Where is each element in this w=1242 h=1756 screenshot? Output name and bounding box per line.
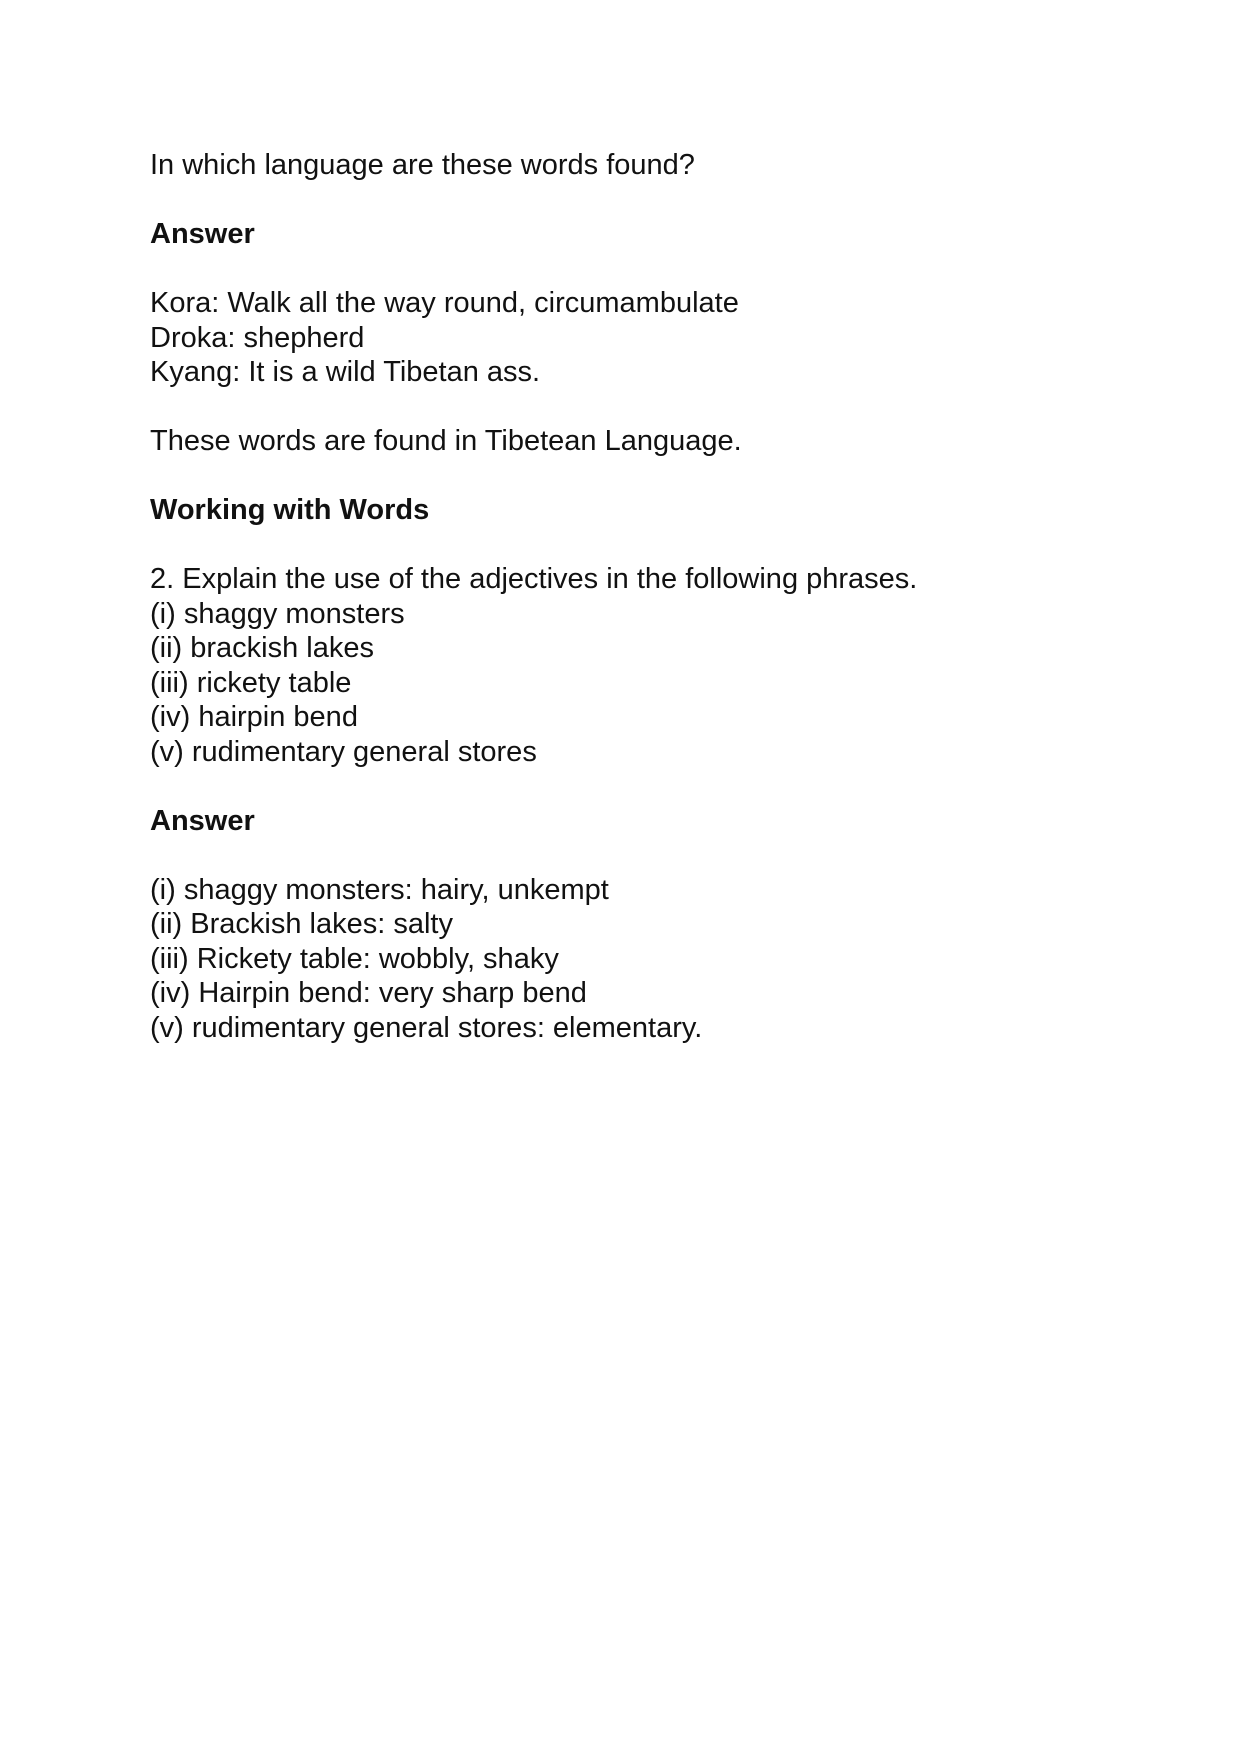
phrase-item: (iii) rickety table xyxy=(150,666,352,699)
spacer xyxy=(150,390,1150,425)
section-heading: Working with Words xyxy=(150,494,430,526)
answer-item: (i) shaggy monsters: hairy, unkempt xyxy=(150,873,609,906)
answer-item: (ii) Brackish lakes: salty xyxy=(150,908,453,940)
q1-answer-heading: Answer xyxy=(150,218,255,250)
phrase-item: (v) rudimentary general stores xyxy=(150,735,537,768)
q2-answer-heading: Answer xyxy=(150,804,255,837)
definition-kyang: Kyang: It is a wild Tibetan ass. xyxy=(150,356,541,388)
answer-item: (iv) Hairpin bend: very sharp bend xyxy=(150,977,587,1009)
q1-conclusion: These words are found in Tibetean Language. xyxy=(150,425,742,457)
answer-item: (v) rudimentary general stores: elementary. xyxy=(150,1011,703,1044)
spacer xyxy=(150,252,1150,287)
phrase-item: (i) shaggy monsters xyxy=(150,597,405,630)
document-page xyxy=(150,148,1150,1045)
spacer xyxy=(150,838,1150,873)
spacer xyxy=(150,769,1150,804)
q2-question: 2. Explain the use of the adjectives in the following phrases. xyxy=(150,563,918,595)
q2-answers-list xyxy=(150,873,1150,1046)
spacer xyxy=(150,459,1150,494)
q2-phrases-list xyxy=(150,597,1150,770)
phrase-item: (ii) brackish lakes xyxy=(150,632,374,664)
spacer xyxy=(150,528,1150,563)
answer-item: (iii) Rickety table: wobbly, shaky xyxy=(150,942,559,975)
definition-kora: Kora: Walk all the way round, circumambulate xyxy=(150,287,739,319)
definition-droka: Droka: shepherd xyxy=(150,321,365,354)
spacer xyxy=(150,183,1150,218)
phrase-item: (iv) hairpin bend xyxy=(150,701,358,733)
q1-definitions-list xyxy=(150,286,1150,390)
q1-question: In which language are these words found? xyxy=(150,149,695,181)
